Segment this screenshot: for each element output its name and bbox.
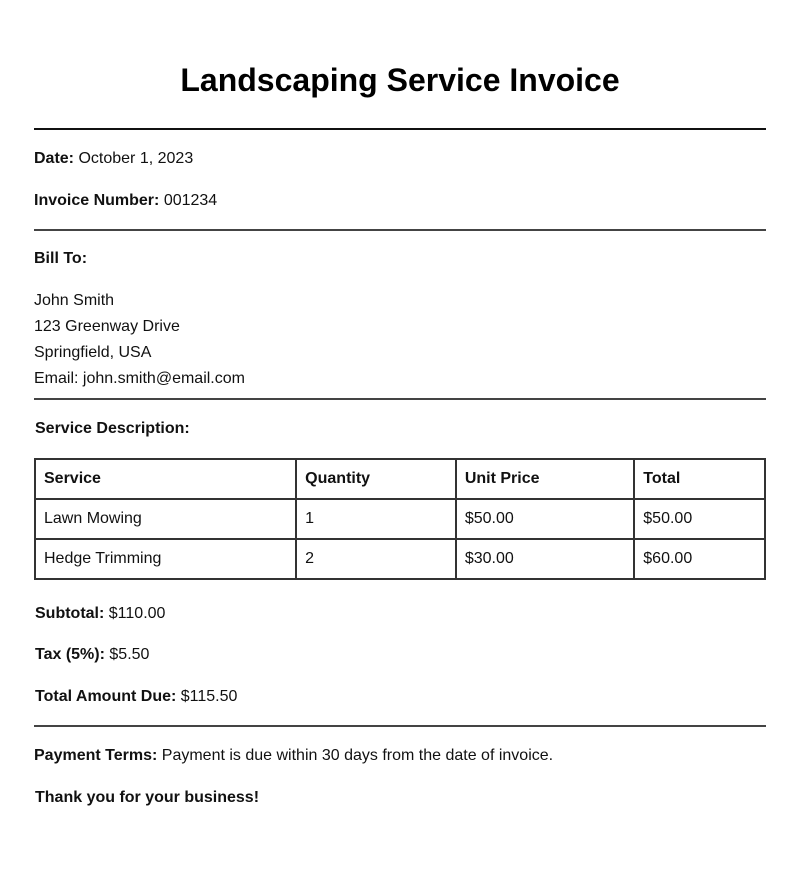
invoice-number-line bbox=[34, 191, 766, 211]
customer-street: 123 Greenway Drive bbox=[34, 318, 180, 335]
date-label: Date: bbox=[34, 150, 75, 167]
invoice-number-value: 001234 bbox=[163, 192, 218, 209]
customer-city: Springfield, USA bbox=[34, 344, 152, 361]
subtotal-line bbox=[34, 604, 766, 624]
section-divider bbox=[34, 398, 766, 400]
invoice-number-label: Invoice Number: bbox=[34, 192, 160, 209]
customer-email: Email: john.smith@email.com bbox=[34, 370, 245, 387]
bill-to-heading bbox=[34, 249, 766, 269]
payment-terms-value: Payment is due within 30 days from the date of invoice. bbox=[161, 747, 554, 764]
date-value: October 1, 2023 bbox=[78, 150, 194, 167]
table-row bbox=[35, 499, 765, 539]
service-description-heading bbox=[34, 419, 766, 439]
service-cell: Hedge Trimming bbox=[35, 539, 296, 579]
thank-you-line bbox=[34, 788, 766, 808]
total-due-value: $115.50 bbox=[180, 688, 238, 705]
table-header-row bbox=[35, 459, 765, 499]
payment-terms-line bbox=[34, 746, 766, 766]
quantity-cell: 1 bbox=[296, 499, 456, 539]
total-due-line bbox=[34, 687, 766, 707]
bill-to-label: Bill To: bbox=[34, 250, 88, 267]
page-title: Landscaping Service Invoice bbox=[180, 62, 620, 98]
section-divider bbox=[34, 229, 766, 231]
total-cell: $60.00 bbox=[634, 539, 765, 579]
title-divider bbox=[34, 128, 766, 130]
service-cell: Lawn Mowing bbox=[35, 499, 296, 539]
date-line bbox=[34, 149, 766, 169]
unit-price-cell: $50.00 bbox=[456, 499, 634, 539]
unit-price-cell: $30.00 bbox=[456, 539, 634, 579]
thank-you-text: Thank you for your business! bbox=[35, 789, 260, 806]
subtotal-value: $110.00 bbox=[108, 605, 166, 622]
tax-value: $5.50 bbox=[109, 646, 150, 663]
quantity-cell: 2 bbox=[296, 539, 456, 579]
section-divider bbox=[34, 725, 766, 727]
column-header-quantity: Quantity bbox=[296, 459, 456, 499]
invoice-page bbox=[34, 0, 766, 808]
customer-name: John Smith bbox=[34, 292, 115, 309]
service-description-label: Service Description: bbox=[35, 420, 190, 437]
column-header-unit-price: Unit Price bbox=[456, 459, 634, 499]
column-header-service: Service bbox=[35, 459, 296, 499]
column-header-total: Total bbox=[634, 459, 765, 499]
total-due-label: Total Amount Due: bbox=[35, 688, 177, 705]
payment-terms-label: Payment Terms: bbox=[34, 747, 158, 764]
tax-line bbox=[34, 645, 766, 665]
services-table bbox=[34, 458, 766, 580]
subtotal-label: Subtotal: bbox=[35, 605, 105, 622]
table-row bbox=[35, 539, 765, 579]
total-cell: $50.00 bbox=[634, 499, 765, 539]
bill-to-address bbox=[34, 291, 766, 395]
tax-label: Tax (5%): bbox=[35, 646, 105, 663]
